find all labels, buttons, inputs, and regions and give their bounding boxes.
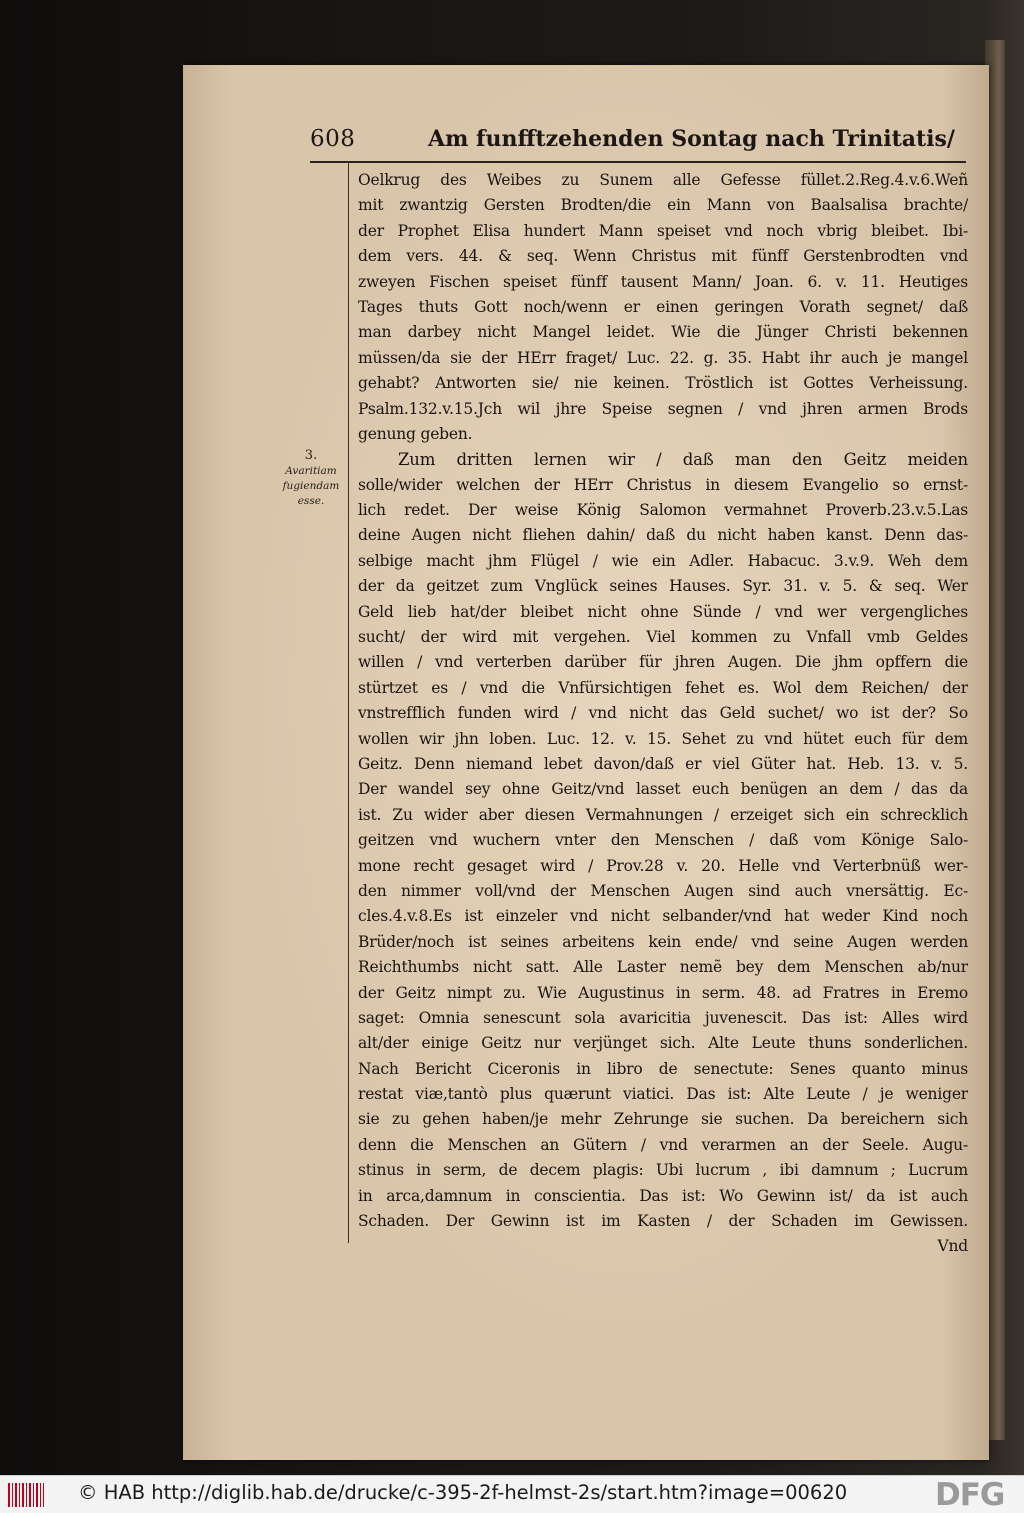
text-line: Nach Bericht Ciceronis in libro de senectute: Senes quanto minus	[358, 1059, 968, 1078]
text-line: saget: Omnia senescunt sola avaricitia juvenescit. Das ist: Alles wird	[358, 1008, 968, 1027]
text-line: Geitz. Denn niemand lebet davon/daß er viel Güter hat. Heb. 13. v. 5.	[358, 754, 968, 773]
text-line: Oelkrug des Weibes zu Sunem alle Gefesse füllet.2.Reg.4.v.6.Weñ	[358, 171, 968, 189]
text-line: in arca,damnum in conscientia. Das ist: Wo Gewinn ist/ da ist auch	[358, 1186, 968, 1205]
text-line: Geld lieb hat/der bleibet nicht ohne Sünde / vnd wer vergengliches	[358, 602, 968, 621]
margin-note-line: fugiendam	[282, 480, 340, 492]
text-line: lich redet. Der weise König Salomon vermahnet Proverb.23.v.5.Las	[358, 501, 968, 520]
body-text	[358, 168, 968, 1260]
text-line: Tages thuts Gott noch/wenn er einen geringen Vorath segnet/ daß	[358, 297, 968, 316]
text-line: deine Augen nicht fliehen dahin/ daß du nicht haben kanst. Denn das-	[358, 526, 968, 545]
text-line: Schaden. Der Gewinn ist im Kasten / der Schaden im Gewissen.	[358, 1212, 968, 1231]
catchword: Vnd	[937, 1237, 968, 1256]
text-line: dem vers. 44. & seq. Wenn Christus mit fünff Gerstenbrodten vnd	[358, 247, 968, 266]
text-line: stinus in serm, de decem plagis: Ubi lucrum , ibi damnum ; Lucrum	[358, 1161, 968, 1180]
text-line: selbige macht jhm Flügel / wie ein Adler. Habacuc. 3.v.9. Weh dem	[358, 551, 968, 570]
text-line: alt/der einige Geitz nur verjünget sich. Alte Leute thuns sonderlichen.	[358, 1034, 968, 1053]
page-header	[310, 124, 962, 160]
text-line: genung geben.	[358, 424, 473, 443]
running-head: Am funfftzehenden Sontag nach Trinitatis/	[428, 126, 955, 152]
text-line: der Prophet Elisa hundert Mann speiset vnd noch vbrig bleibet. Ibi-	[358, 221, 968, 240]
text-line: restat viæ,tantò plus quærunt viatici. Das ist: Alte Leute / je weniger	[358, 1085, 968, 1104]
text-line: stürtzet es / vnd die Vnfürsichtigen fehet es. Wol dem Reichen/ der	[358, 678, 968, 697]
text-line: solle/wider welchen der HErr Christus in diesem Evangelio so ernst-	[358, 475, 968, 494]
dfg-logo: DFG	[935, 1477, 1005, 1513]
text-line: Psalm.132.v.15.Jch wil jhre Speise segnen / vnd jhren armen Brods	[358, 399, 968, 418]
text-line: willen / vnd verterben darüber für jhren Augen. Die jhm opffern die	[358, 653, 968, 672]
text-line: müssen/da sie der HErr fraget/ Luc. 22. g. 35. Habt ihr auch je mangel	[358, 348, 968, 367]
barcode-icon	[8, 1483, 44, 1507]
text-line: sie zu gehen haben/je mehr Zehrunge sie suchen. Da bereichern sich	[358, 1110, 968, 1129]
text-line: cles.4.v.8.Es ist einzeler vnd nicht selbander/vnd hat weder Kind noch	[358, 907, 968, 926]
header-rule	[310, 161, 966, 163]
text-line: der da geitzet zum Vnglück seines Hauses. Syr. 31. v. 5. & seq. Wer	[358, 577, 968, 596]
text-line: sucht/ der wird mit vergehen. Viel kommen zu Vnfall vmb Geldes	[358, 628, 968, 647]
viewer-footer	[0, 1475, 1024, 1513]
text-line: der Geitz nimpt zu. Wie Augustinus in serm. 48. ad Fratres in Eremo	[358, 983, 968, 1002]
margin-note	[278, 448, 344, 509]
text-line: zweyen Fischen speiset fünff tausent Mann/ Joan. 6. v. 11. Heutiges	[358, 272, 968, 291]
section-opening-line: Zum dritten lernen wir / daß man den Geitz meiden	[398, 450, 968, 470]
source-link[interactable]: © HAB http://diglib.hab.de/drucke/c-395-2f-helmst-2s/start.htm?image=00620	[78, 1481, 848, 1504]
text-line: geitzen vnd wuchern vnter den Menschen / daß vom Könige Salo-	[358, 831, 968, 850]
text-line: Der wandel sey ohne Geitz/vnd lasset euch benügen an dem / das da	[358, 780, 968, 799]
text-line: vnstrefflich funden wird / vnd nicht das Geld suchet/ wo ist der? So	[358, 704, 968, 723]
margin-note-line: Avaritiam	[285, 465, 337, 477]
text-line: man darbey nicht Mangel leidet. Wie die Jünger Christi bekennen	[358, 323, 968, 342]
text-line: gehabt? Antworten sie/ nie keinen. Tröstlich ist Gottes Verheissung.	[358, 374, 968, 393]
text-line: denn die Menschen an Gütern / vnd verarmen an der Seele. Augu-	[358, 1135, 968, 1154]
text-line: ist. Zu wider aber diesen Vermahnungen / erzeiget sich ein schrecklich	[358, 805, 968, 824]
text-line: mone recht gesaget wird / Prov.28 v. 20. Helle vnd Verterbnüß wer-	[358, 856, 968, 875]
text-line: mit zwantzig Gersten Brodten/die ein Mann von Baalsalisa brachte/	[358, 196, 968, 215]
text-line: den nimmer voll/vnd der Menschen Augen sind auch vnersättig. Ec-	[358, 881, 968, 900]
text-line: Reichthumbs nicht satt. Alle Laster nemẽ bey dem Menschen ab/nur	[358, 958, 968, 977]
page-number: 608	[310, 126, 356, 152]
text-line: Brüder/noch ist seines arbeitens kein ende/ vnd seine Augen werden	[358, 932, 968, 951]
margin-note-number: 3.	[304, 448, 318, 463]
margin-rule	[348, 163, 349, 1243]
margin-note-line: esse.	[297, 495, 325, 507]
text-line: wollen wir jhn loben. Luc. 12. v. 15. Sehet zu vnd hütet euch für dem	[358, 729, 968, 748]
